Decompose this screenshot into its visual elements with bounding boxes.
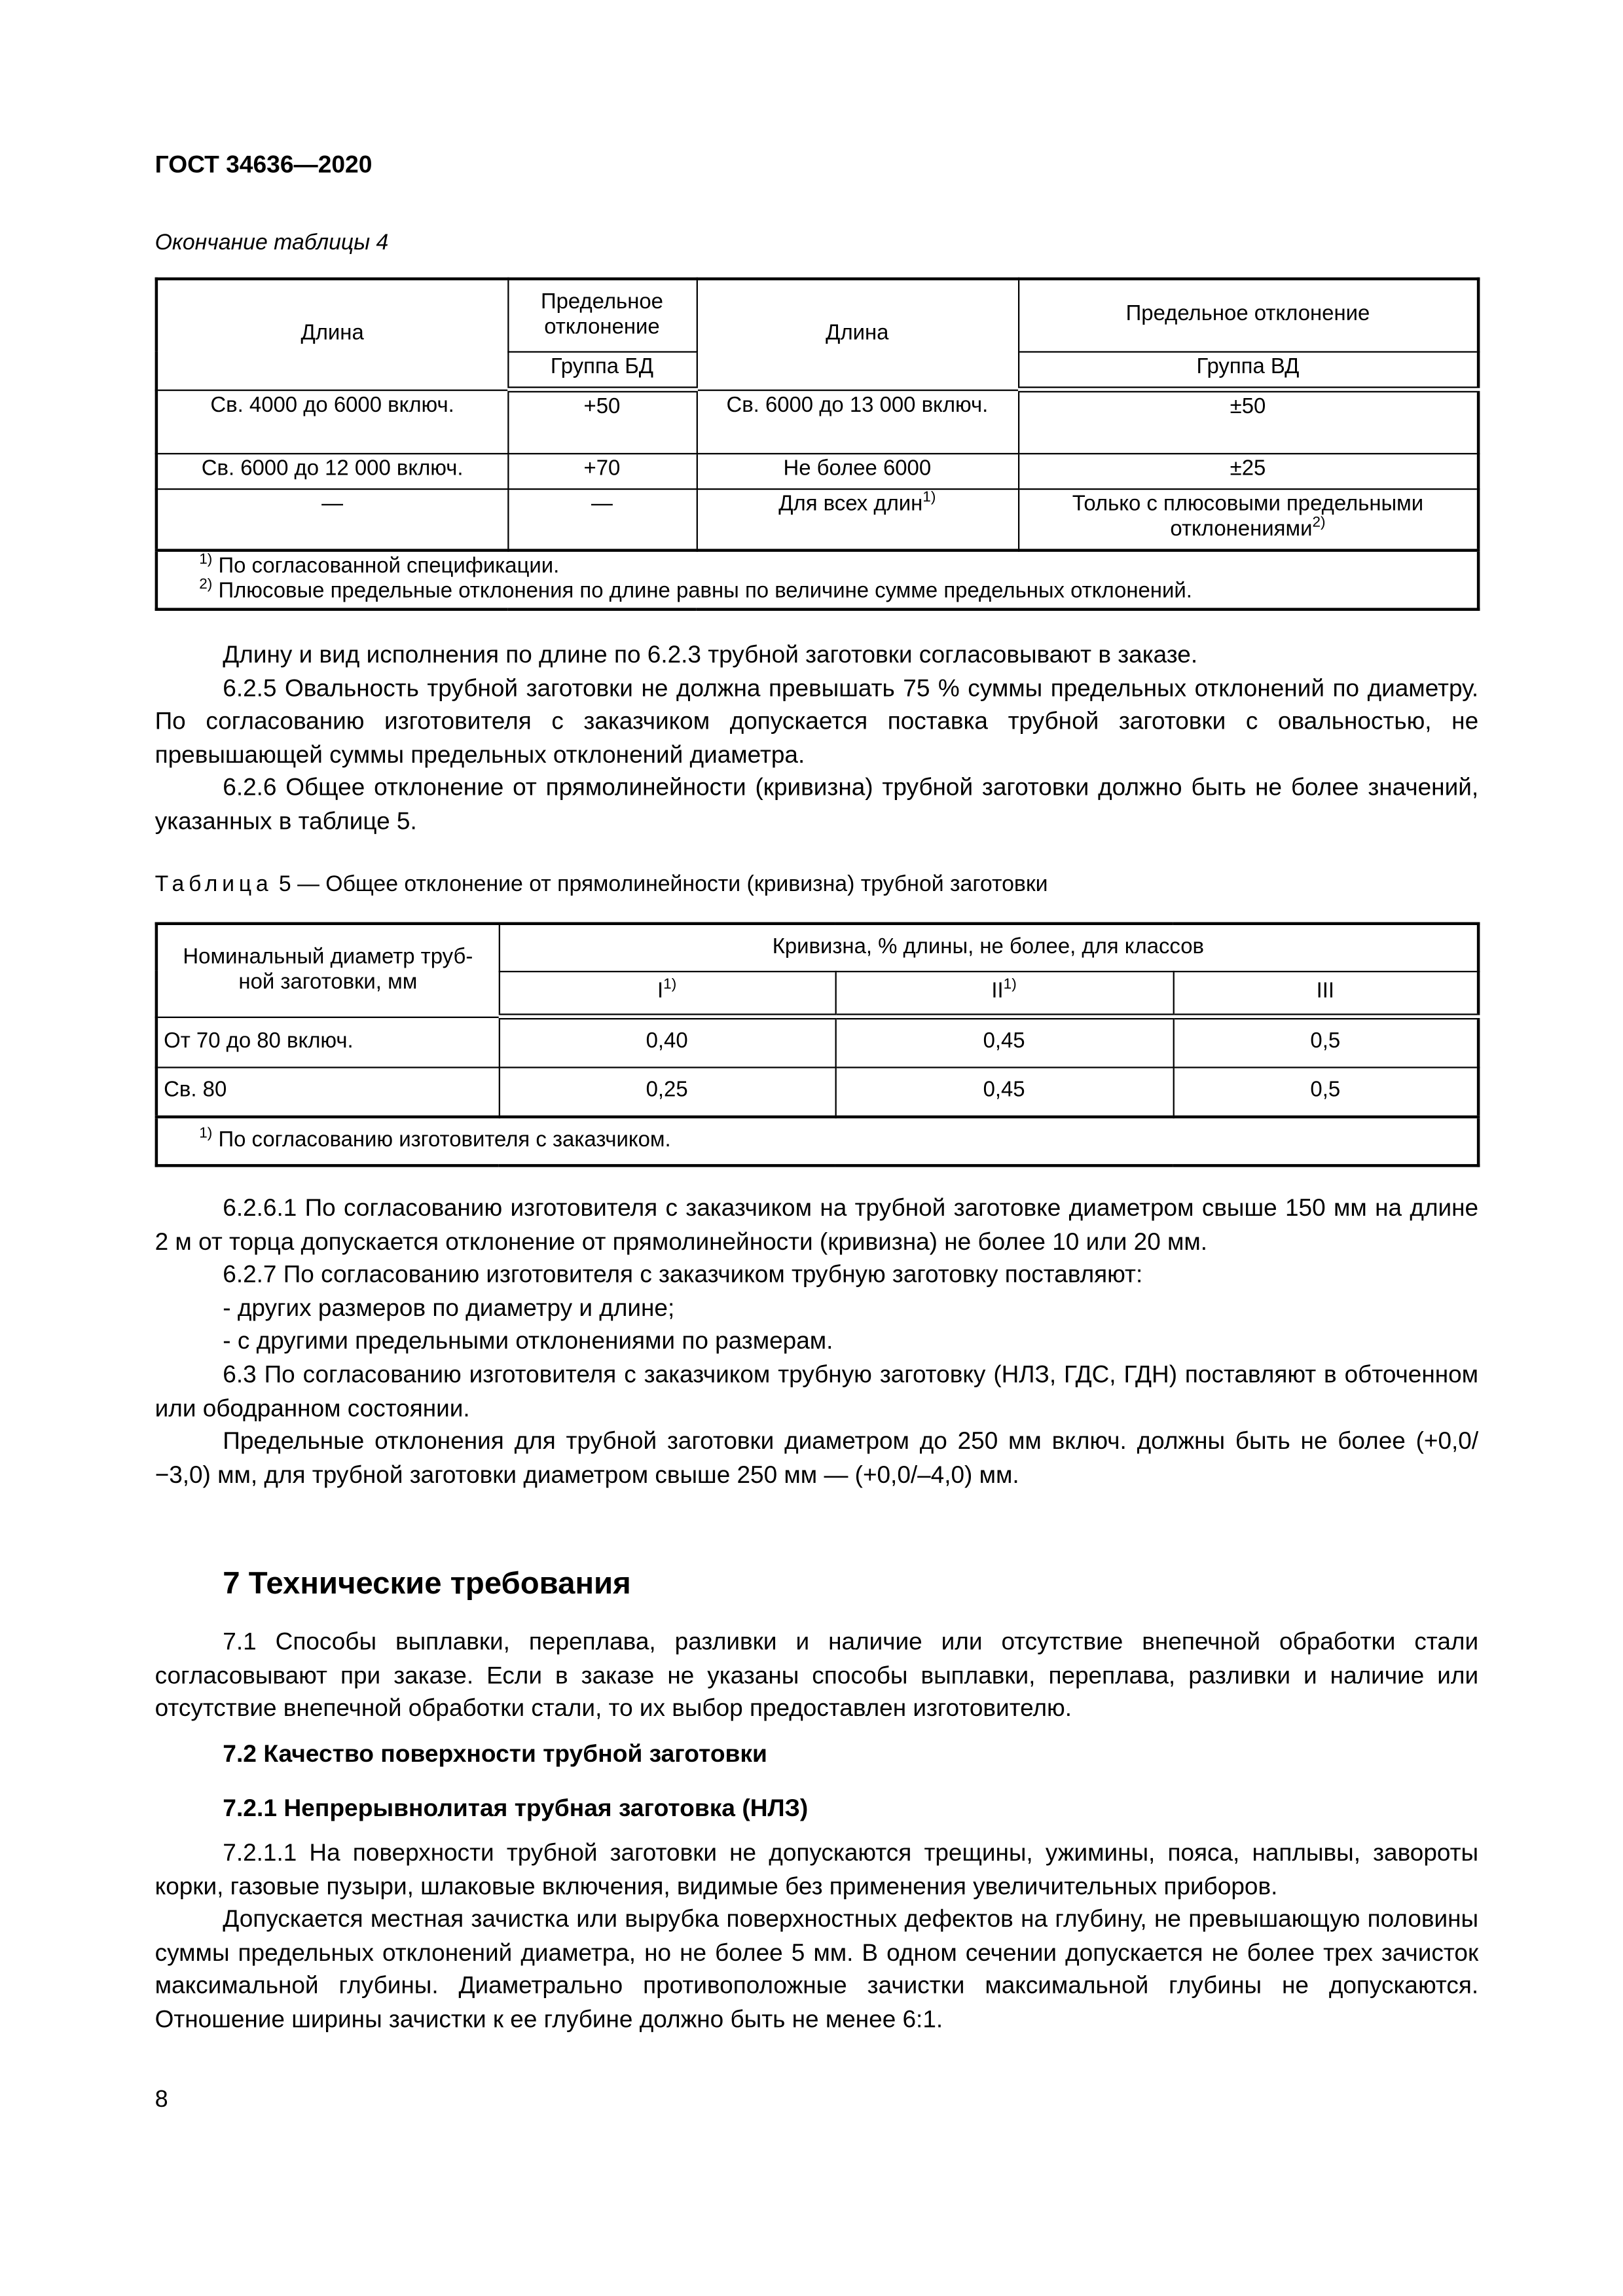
paragraphs-6-2-6-1 [155,1192,1478,1492]
document-header: ГОСТ 34636—2020 [155,152,373,179]
class-label: I [657,979,664,1004]
header-diameter: Номинальный диаметр труб-ной заготовки, мм [156,924,499,1017]
cell: Св. 4000 до 6000 включ. [156,390,507,453]
table-row [156,1017,1478,1067]
header-deviation-2: Предельное отклонение [1018,279,1478,351]
class-iii [1173,971,1478,1017]
paragraph: Предельные отклонения для трубной заготовки диаметром до 250 мм включ. должны быть не более (+0,0/ −3,0) мм, для трубной заготовки диаметром свыше 250 мм — (+0,0/–4,0) мм. [155,1428,1479,1489]
cell [697,488,1018,551]
cell: 0,45 [835,1017,1173,1067]
paragraph-7-1 [155,1626,1478,1726]
paragraph-7-2-1-1 [155,1837,1478,2037]
class-label: III [1316,979,1334,1004]
cell: +70 [507,453,696,488]
page-number: 8 [155,2087,168,2113]
list-item: - с другими предельными отклонениями по размерам. [223,1328,833,1355]
table-footnotes [156,551,1478,610]
section-7-2-heading: 7.2 Качество поверхности трубной заготовки [223,1741,767,1768]
cell-text: Для всех длин [778,492,923,516]
cell: 0,25 [499,1066,835,1117]
list-item: - других размеров по диаметру и длине; [223,1295,675,1322]
class-ii [835,971,1173,1017]
cell [1018,488,1478,551]
table-5 [155,922,1480,1167]
footnote-text: По согласованной спецификации. [218,555,560,579]
footnote-mark: 1) [199,1125,213,1142]
paragraph: 6.2.5 Овальность трубной заготовки не должна превышать 75 % суммы предельных отклонений по диаметру. По согласованию изготовителя с заказчиком допускается поставка трубной заготовки с овальностью, не превышающей суммы предельных отклонений диаметра. [155,675,1479,769]
footnote-ref: 1) [1003,977,1017,994]
cell: Не более 6000 [697,453,1018,488]
cell: 0,5 [1173,1017,1478,1067]
table4-continuation-label: Окончание таблицы 4 [155,230,389,255]
table-4 [155,278,1480,611]
footnote-text: Плюсовые предельные отклонения по длине равны по величине сумме предельных отклонений. [218,579,1192,604]
header-length-2: Длина [697,279,1018,390]
cell: Св. 6000 до 13 000 включ. [697,390,1018,453]
caption-text: 5 — Общее отклонение от прямолинейности (кривизна) трубной заготовки [272,871,1048,898]
cell: — [156,488,507,551]
table5-caption [155,872,1048,897]
table-row [156,488,1478,551]
cell: ±25 [1018,453,1478,488]
header-length: Длина [156,279,507,390]
paragraph: 7.2.1.1 На поверхности трубной заготовки не допускаются трещины, ужимины, пояса, наплывы, завороты корки, газовые пузыри, шлаковые включения, видимые без применения увеличительных приборов. [155,1840,1479,1900]
class-label: II [991,979,1004,1004]
cell: ±50 [1018,390,1478,453]
cell-text: Только с плюсовыми предельными отклонениями [1072,492,1424,541]
class-i [499,971,835,1017]
cell: 0,45 [835,1066,1173,1117]
paragraph: Допускается местная зачистка или вырубка поверхностных дефектов на глубину, не превышающую половины суммы предельных отклонений диаметра, но не более 5 мм. В одном сечении допускается не более трех зачисток максимальной глубины. Диаметрально противоположные зачистки максимальной глубины не допускаются. Отношение ширины зачистки к ее глубине должно быть не менее 6:1. [155,1906,1479,2033]
cell: 0,5 [1173,1066,1478,1117]
cell: Св. 80 [156,1066,499,1117]
table-row [156,1066,1478,1117]
paragraph: 6.3 По согласованию изготовителя с заказчиком трубную заготовку (НЛЗ, ГДС, ГДН) поставляют в обточенном или ободранном состоянии. [155,1362,1479,1422]
table-row [156,453,1478,488]
header-deviation: Предельное отклонение [507,279,696,351]
paragraph: 6.2.7 По согласованию изготовителя с заказчиком трубную заготовку поставляют: [223,1262,1143,1288]
footnote-mark: 1) [199,551,213,568]
paragraph: 7.1 Способы выплавки, переплава, разливки и наличие или отсутствие внепечной обработки стали согласовывают при заказе. Если в заказе не указаны способы выплавки, переплава, разливки и наличие или отсутствие внепечной обработки стали, то их выбор предоставлен изготовителю. [155,1628,1479,1722]
cell: Св. 6000 до 12 000 включ. [156,453,507,488]
footnote-mark: 2) [199,577,213,593]
paragraphs-6-2-5 [155,639,1478,839]
cell: От 70 до 80 включ. [156,1017,499,1067]
cell: — [507,488,696,551]
header-curvature: Кривизна, % длины, не более, для классов [499,924,1478,971]
footnote-ref: 1) [922,489,936,505]
header-group-bd: Группа БД [507,351,696,390]
footnote-text: По согласованию изготовителя с заказчиком. [218,1129,671,1153]
cell: +50 [507,390,696,453]
section-7-heading: 7 Технические требования [223,1567,631,1601]
footnote-ref: 2) [1312,514,1326,531]
cell: 0,40 [499,1017,835,1067]
paragraph: Длину и вид исполнения по длине по 6.2.3 трубной заготовки согласовывают в заказе. [223,642,1198,668]
table-footnotes [156,1117,1478,1165]
footnote-ref: 1) [663,977,677,994]
caption-word: Таблица [155,871,273,898]
paragraph: 6.2.6 Общее отклонение от прямолинейности (кривизна) трубной заготовки должно быть не более значений, указанных в таблице 5. [155,774,1479,835]
header-group-vd: Группа ВД [1018,351,1478,390]
section-7-2-1-heading: 7.2.1 Непрерывнолитая трубная заготовка (НЛЗ) [223,1795,809,1823]
footnote-1 [199,551,1471,579]
footnote-2 [199,577,1471,605]
paragraph: 6.2.6.1 По согласованию изготовителя с заказчиком на трубной заготовке диаметром свыше 150 мм на длине 2 м от торца допускается отклонение от прямолинейности (кривизна) не более 10 или 20 мм. [155,1195,1479,1255]
table-row [156,390,1478,453]
